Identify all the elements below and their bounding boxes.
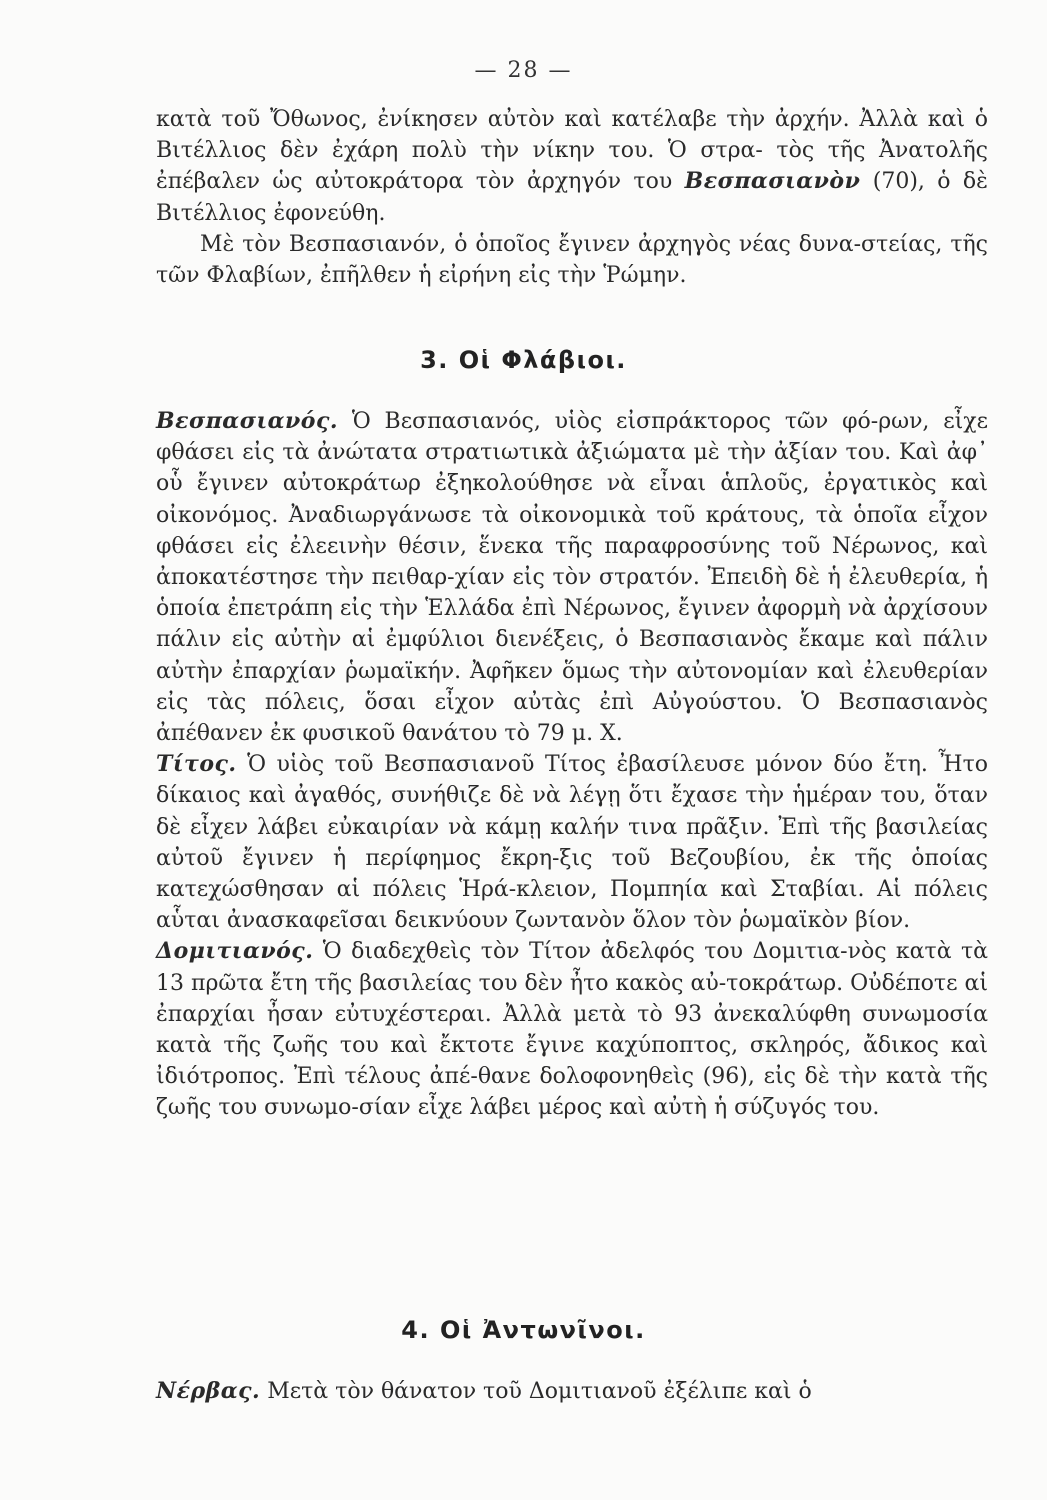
term-nerva: Νέρβας.	[156, 1378, 261, 1404]
intro-block	[156, 104, 988, 291]
term-vespasianos: Βεσπασιανός.	[156, 408, 339, 434]
text-line: κατὰ τοῦ Ὄθωνος, ἐνίκησεν αὐτὸν καὶ κατέλαβε τὴν ἀρχήν.	[156, 107, 850, 132]
term-titus: Τίτος.	[156, 751, 237, 778]
paragraph-domitian	[156, 936, 988, 1123]
text-line: Ἀλλὰ καὶ ὁ Βιτέλλιος δὲν ἐχάρη πολὺ τὴν νίκην του. Ὁ στρα-	[156, 107, 988, 164]
term-vespasian: Βεσπασιανὸν	[684, 168, 861, 195]
antonines-block	[156, 1376, 988, 1407]
paragraph-text: Ὁ διαδεχθεὶς τὸν Τίτον ἀδελφός του Δομιτια-νὸς κατὰ τὰ 13 πρῶτα ἔτη τῆς βασιλείας του δὲν ἦτο κακὸς αὐ-τοκράτωρ. Οὐδέποτε αἱ ἐπαρχίαι ἦσαν εὐτυχέστεραι. Ἀλλὰ μετὰ τὸ 93 ἀνεκαλύφθη συνωμοσία κατὰ τῆς ζωῆς του καὶ ἔκτοτε ἔγινε καχύποπτος, σκληρός, ἄδικος καὶ ἰδιότροπος. Ἐπὶ τέλους ἀπέ-θανε δολοφονηθεὶς (96), εἰς δὲ τὴν κατὰ τῆς ζωῆς του συνωμο-σίαν εἶχε λάβει μέρος καὶ αὐτὴ ἡ σύζυγός του.	[156, 939, 988, 1121]
paragraph-titus	[156, 749, 988, 936]
text-line: (70), ὁ δὲ Βιτέλλιος ἐφονεύθη.	[156, 169, 988, 226]
paragraph-nerva	[156, 1376, 988, 1407]
section-heading-antonines: 4. Οἱ Ἀντωνῖνοι.	[401, 1316, 646, 1344]
paragraph-flavian-peace: Μὲ τὸν Βεσπασιανόν, ὁ ὁποῖος ἔγινεν ἀρχηγὸς νέας δυνα-στείας, τῆς τῶν Φλαβίων, ἐπῆλθεν ἡ εἰρήνη εἰς τὴν Ῥώμην.	[156, 231, 988, 289]
text-line: τὸς τῆς Ἀνατολῆς ἐπέβαλεν ὡς αὐτοκράτορα τὸν ἀρχηγόν του	[156, 138, 988, 195]
term-domitian: Δομιτιανός.	[156, 938, 314, 965]
page-number: — 28 —	[474, 58, 573, 83]
paragraph-text: Ὁ υἱὸς τοῦ Βεσπασιανοῦ Τίτος ἐβασίλευσε μόνον δύο ἔτη. Ἦτο δίκαιος καὶ ἀγαθός, συνήθιζε δὲ νὰ λέγῃ ὅτι ἔχασε τὴν ἡμέραν του, ὅταν δὲ εἶχεν λάβει εὐκαιρίαν νὰ κάμῃ καλήν τινα πρᾶξιν. Ἐπὶ τῆς βασιλείας αὐτοῦ ἔγινεν ἡ περίφημος ἔκρη-ξις τοῦ Βεζουβίου, ἐκ τῆς ὁποίας κατεχώσθησαν αἱ πόλεις Ἡρά-κλειον, Πομπηία καὶ Σταβίαι. Αἱ πόλεις αὗται ἀνασκαφεῖσαι δεικνύουν ζωντανὸν ὅλον τὸν ῥωμαϊκὸν βίον.	[156, 752, 988, 934]
paragraph-text: Ὁ Βεσπασιανός, υἱὸς εἰσπράκτορος τῶν φό-ρων, εἶχε φθάσει εἰς τὰ ἀνώτατα στρατιωτικὰ ἀξιώματα μὲ τὴν ἀξίαν του. Καὶ ἀφ᾽ οὗ ἔγινεν αὐτοκράτωρ ἐξηκολούθησε νὰ εἶναι ἁπλοῦς, ἐργατικὸς καὶ οἰκονόμος. Ἀναδιωργάνωσε τὰ οἰκονομικὰ τοῦ κράτους, τὰ ὁποῖα εἶχον φθάσει εἰς ἐλεεινὴν θέσιν, ἕνεκα τῆς παραφροσύνης τοῦ Νέρωνος, καὶ ἀποκατέστησε τὴν πειθαρ-χίαν εἰς τὸν στρατόν. Ἐπειδὴ δὲ ἡ ἐλευθερία, ἡ ὁποία ἐπετράπη εἰς τὴν Ἑλλάδα ἐπὶ Νέρωνος, ἔγινεν ἀφορμὴ νὰ ἀρχίσουν πάλιν εἰς αὐτὴν αἱ ἐμφύλιοι διενέξεις, ὁ Βεσπασιανὸς ἔκαμε καὶ πάλιν αὐτὴν ἐπαρχίαν ῥωμαϊκήν. Ἀφῆκεν ὅμως τὴν αὐτονομίαν καὶ ἐλευθερίαν εἰς τὰς πόλεις, ὅσαι εἶχον αὐτὰς ἐπὶ Αὐγούστου. Ὁ Βεσπασιανὸς ἀπέθανεν ἐκ φυσικοῦ θανάτου τὸ 79 μ. Χ.	[156, 409, 988, 747]
flavians-block	[156, 406, 988, 1124]
section-heading-flavians: 3. Οἱ Φλάβιοι.	[420, 346, 627, 374]
paragraph-vespasian	[156, 406, 988, 749]
paragraph-vitellius	[156, 104, 988, 229]
paragraph-text: Μετὰ τὸν θάνατον τοῦ Δομιτιανοῦ ἐξέλιπε καὶ ὁ	[260, 1379, 812, 1404]
